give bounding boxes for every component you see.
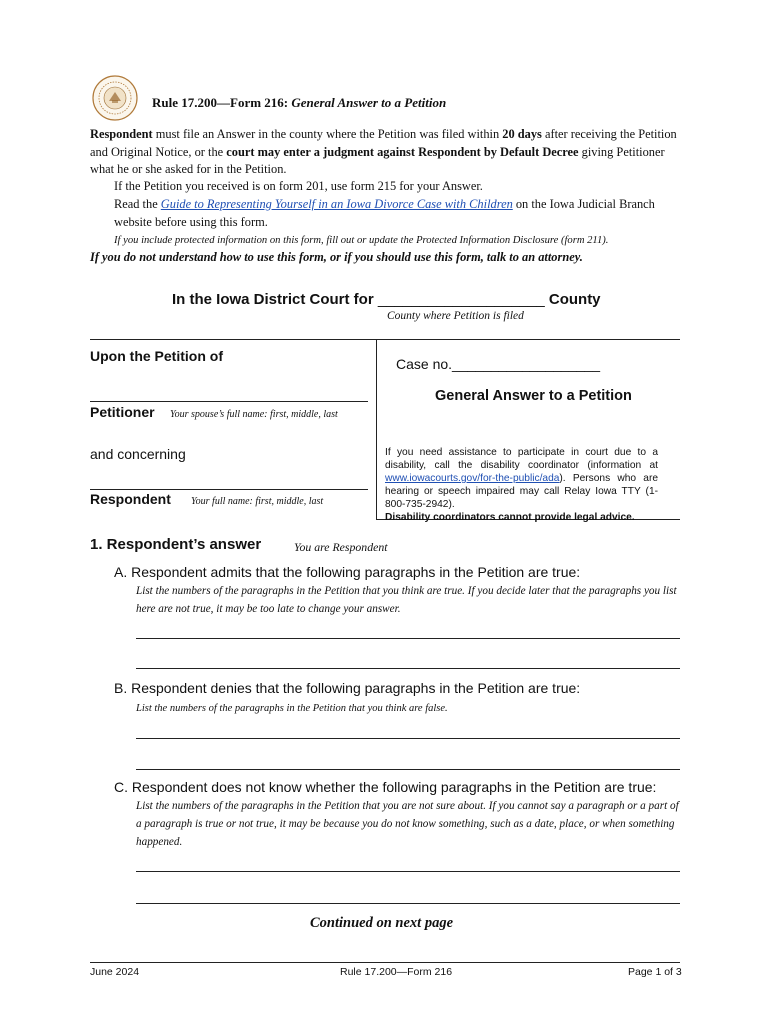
item-c-line-2[interactable] (136, 903, 680, 904)
respondent-name-line[interactable] (90, 489, 368, 490)
case-number-field: Case no.___________________ (396, 356, 600, 372)
respondent-note: Your full name: first, middle, last (191, 496, 324, 507)
item-b-text: B. Respondent denies that the following paragraphs in the Petition are true: (114, 680, 581, 696)
footer-rule (90, 962, 680, 963)
item-c-line-1[interactable] (136, 871, 680, 872)
upon-petition-label: Upon the Petition of (90, 348, 223, 364)
petitioner-label: Petitioner (90, 404, 155, 420)
guide-link[interactable]: Guide to Representing Yourself in an Iowa Divorce Case with Children (160, 197, 513, 211)
footer-date: June 2024 (90, 966, 140, 978)
attorney-warning: If you do not understand how to use this form, or if you should use this form, talk to an attorney. (90, 250, 583, 264)
item-a-line-1[interactable] (136, 638, 680, 639)
ada-link[interactable]: www.iowacourts.gov/for-the-public/ada (385, 473, 560, 484)
section-1-heading: 1. Respondent’s answer (90, 536, 262, 553)
item-c-text: C. Respondent does not know whether the following paragraphs in the Petition are true: (114, 779, 657, 795)
item-b-line-2[interactable] (136, 769, 680, 770)
continued-note: Continued on next page (310, 915, 454, 931)
caption-divider (376, 339, 377, 519)
county-blank[interactable]: ____________________ (377, 291, 545, 308)
form-name: General Answer to a Petition (291, 95, 447, 110)
guide-paragraph: Read the Guide to Representing Yourself in an Iowa Divorce Case with Children on the Iowa Judicial Branch website before using this form. (114, 197, 655, 229)
form-title-line (152, 95, 446, 111)
section-1-note: You are Respondent (294, 540, 388, 554)
form-rule-number: Rule 17.200—Form 216: (152, 95, 292, 110)
petitioner-name-line[interactable] (90, 401, 368, 402)
form-201-note: If the Petition you received is on form 201, use form 215 for your Answer. (114, 179, 483, 193)
iowa-judicial-seal (92, 75, 138, 121)
court-heading: In the Iowa District Court for ____________________ County (172, 291, 601, 308)
concerning-label: and concerning (90, 446, 186, 462)
respondent-label: Respondent (90, 491, 171, 507)
county-note: County where Petition is filed (387, 310, 524, 322)
footer-page-number: Page 1 of 3 (628, 966, 682, 978)
item-b-note: List the numbers of the paragraphs in the Petition that you think are false. (136, 703, 448, 714)
footer-rule-number: Rule 17.200—Form 216 (340, 966, 453, 978)
document-title: General Answer to a Petition (435, 388, 632, 404)
item-a-line-2[interactable] (136, 668, 680, 669)
intro-paragraph: Respondent must file an Answer in the county where the Petition was filed within 20 days after receiving the Petition and Original Notice, or the court may enter a judgment against Respondent by Default Decree giving Petitioner what he or she asked for in the Petition. (90, 127, 677, 176)
petitioner-note: Your spouse’s full name: first, middle, last (170, 409, 338, 420)
disability-notice: If you need assistance to participate in court due to a disability, call the disability coordinator (information at www.iowacourts.gov/for-the-public/ada). Persons who are hearing or speech impaired may call Relay Iowa TTY (1-800-735-2942). Disability coordinators cannot provide legal advice. (385, 447, 658, 523)
item-c-note: List the numbers of the paragraphs in the Petition that you are not sure about. If you cannot say a paragraph or a part of a paragraph is true or not true, it may be because you do not know something, such as a date, place, or when something happened. (136, 800, 679, 848)
caption-top-rule (90, 339, 680, 340)
protected-info-note: If you include protected information on this form, fill out or update the Protected Information Disclosure (form 211). (114, 235, 609, 246)
case-number-blank[interactable]: ___________________ (452, 356, 600, 372)
item-a-note: List the numbers of the paragraphs in the Petition that you think are true. If you decide later that the paragraphs you list here are not true, it may be too late to change your answer. (136, 585, 677, 615)
item-b-line-1[interactable] (136, 738, 680, 739)
item-a-text: A. Respondent admits that the following paragraphs in the Petition are true: (114, 564, 581, 580)
